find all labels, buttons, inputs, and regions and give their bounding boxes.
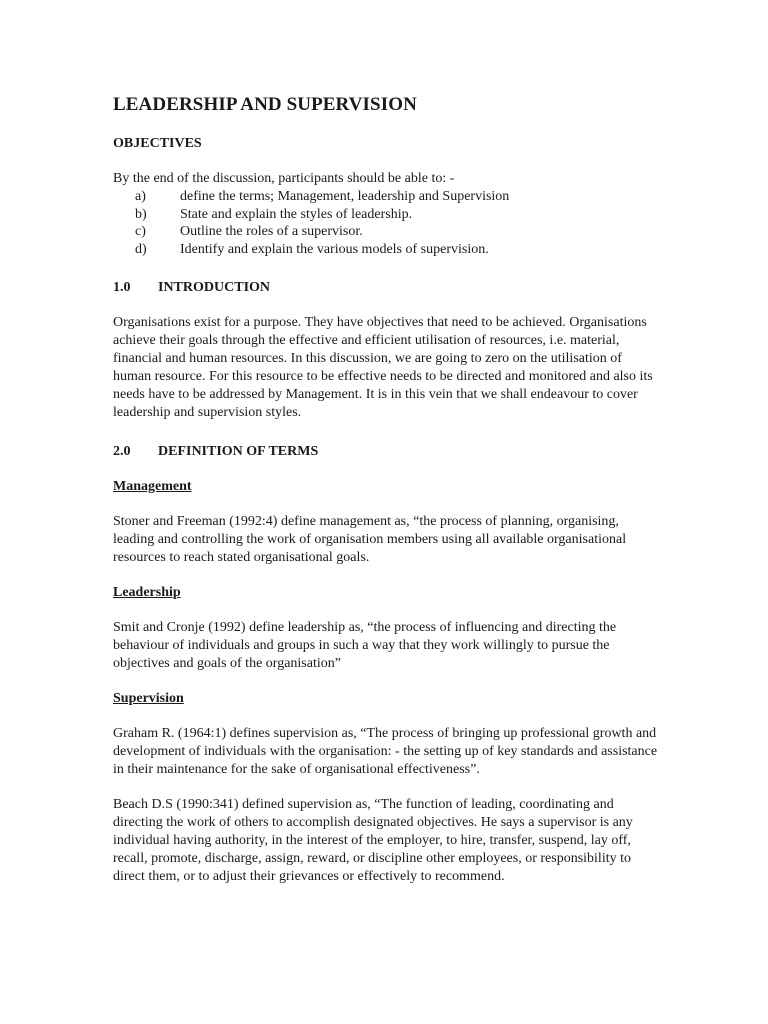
leadership-definition: Smit and Cronje (1992) define leadership as, “the process of influencing and directing the behaviour of individuals and groups in such a way that they work willingly to pursue the objectives and goals of the organisation” [113, 620, 617, 671]
objective-marker: b) [135, 206, 147, 222]
document-page [113, 92, 658, 886]
objective-item [113, 188, 658, 206]
objective-text: define the terms; Management, leadership and Supervision [180, 189, 510, 204]
objective-text: Identify and explain the various models of supervision. [180, 241, 489, 257]
objective-text: State and explain the styles of leadership. [180, 206, 413, 222]
introduction-heading [113, 279, 658, 297]
management-definition: Stoner and Freeman (1992:4) define management as, “the process of planning, organising, leading and controlling the work of organisation members using all available organisational resources to reach stated organisational goals. [113, 514, 627, 565]
management-subheading: Management [113, 479, 192, 494]
objective-marker: a) [135, 189, 146, 204]
objective-marker: d) [135, 241, 147, 257]
definitions-heading [113, 443, 658, 461]
objective-item [113, 241, 658, 259]
objective-marker: c) [135, 224, 146, 239]
objectives-list [113, 188, 658, 258]
leadership-subheading: Leadership [113, 585, 181, 600]
objectives-intro: By the end of the discussion, participants should be able to: - [113, 171, 455, 186]
objective-item [113, 223, 658, 241]
supervision-definition-beach: Beach D.S (1990:341) defined supervision as, “The function of leading, coordinating and directing the work of others to accomplish designated objectives. He says a supervisor is any individual having authority, in the interest of the employer, to hire, transfer, suspend, lay off, recall, promote, discharge, assign, reward, or discipline other employees, or responsibility to direct them, or to adjust their grievances or effectively to recommend. [113, 797, 633, 884]
section-number: 1.0 [113, 280, 131, 295]
supervision-definition-graham: Graham R. (1964:1) defines supervision as, “The process of bringing up professional growth and development of individuals with the organisation: - the setting up of key standards and assistance in their maintenance for the sake of organisational effectiveness”. [113, 726, 658, 777]
section-number: 2.0 [113, 444, 131, 459]
introduction-body: Organisations exist for a purpose. They have objectives that need to be achieved. Organisations achieve their goals through the effective and efficient utilisation of resources, i.e. material, financial and human resources. In this discussion, we are going to zero on the utilisation of human resource. For this resource to be effective needs to be directed and monitored and also its needs have to be addressed by Management. It is in this vein that we shall endeavour to cover leadership and supervision styles. [113, 315, 653, 420]
section-title: DEFINITION OF TERMS [158, 444, 319, 459]
objectives-heading: OBJECTIVES [113, 136, 202, 151]
objective-item [113, 206, 658, 224]
document-title: LEADERSHIP AND SUPERVISION [113, 94, 417, 115]
supervision-subheading: Supervision [113, 691, 184, 706]
objective-text: Outline the roles of a supervisor. [180, 224, 363, 239]
section-title: INTRODUCTION [158, 280, 271, 295]
